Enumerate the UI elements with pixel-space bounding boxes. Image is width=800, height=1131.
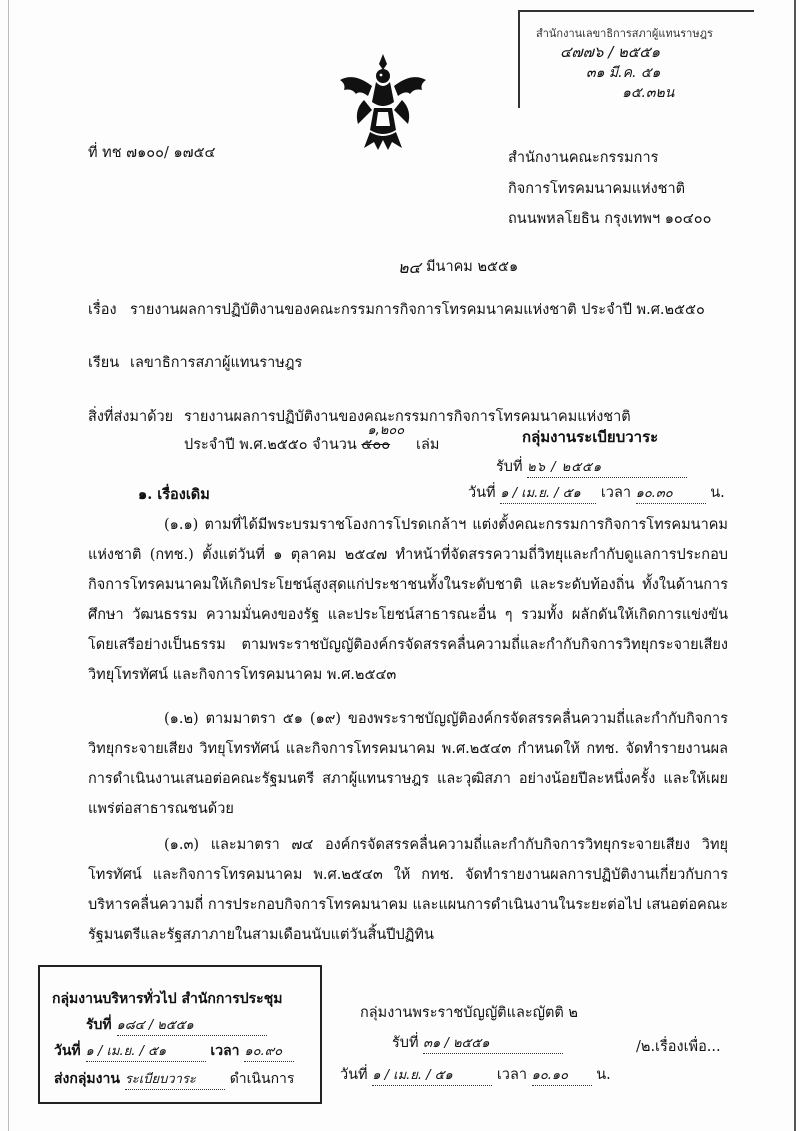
garuda-emblem-icon [334,50,432,154]
registry-stamp-date-time [468,484,725,504]
admin-stamp-received [86,1016,267,1036]
legislation-received-value: ๓๑ / ๒๕๕๑ [423,1035,563,1054]
legislation-time-suffix: น. [596,1067,611,1083]
scan-edge-right [794,0,796,1131]
attachment-line2 [184,423,440,454]
paragraph-1-3-text: (๑.๓) และมาตรา ๗๔ องค์กรจัดสรรคลื่นความถี่และกำกับกิจการวิทยุกระจายเสียง วิทยุโทรทัศน์ และกิจการโทรคมนาคม พ.ศ.๒๕๔๓ ให้ กทช. จัดทำรายงานผลการปฏิบัติงานเกี่ยวกับการบริหารคลื่นความถี่ การประกอบกิจการโทรคมนาคม และแผนการดำเนินงานในระยะต่อไป เสนอต่อคณะรัฐมนตรีและรัฐสภาภายในสามเดือนนับแต่วันสิ้นปีปฏิทิน [88,837,728,943]
stamp-top-number: ๔๗๗๖ / ๒๕๕๑ [560,43,661,61]
attachment-line2-prefix: ประจำปี พ.ศ.๒๕๕๐ จำนวน [184,437,357,453]
attachment-line1: รายงานผลการปฏิบัติงานของคณะกรรมการกิจการโทรคมนาคมแห่งชาติ [184,409,631,425]
sender-address: ถนนพหลโยธิน กรุงเทพฯ ๑๐๔๐๐ [508,211,712,227]
paragraph-1-1-text: (๑.๑) ตามที่ได้มีพระบรมราชโองการโปรดเกล้าฯ แต่งตั้งคณะกรรมการกิจการโทรคมนาคมแห่งชาติ (กทช.) ตั้งแต่วันที่ ๑ ตุลาคม ๒๕๔๗ ทำหน้าที่จัดสรรความถี่วิทยุและกำกับดูแลการประกอบกิจการโทรคมนาคมให้เกิดประโยชน์สูงสุดแก่ประชาชนทั้งในระดับชาติ และระดับท้องถิ่น ทั้งในด้านการศึกษา วัฒนธรรม ความมั่นคงของรัฐ และประโยชน์สาธารณะอื่น ๆ รวมทั้ง ผลักดันให้เกิดการแข่งขันโดยเสรีอย่างเป็นธรรม ตามพระราชบัญญัติองค์กรจัดสรรคลื่นความถี่และกำกับกิจการวิทยุกระจายเสียง วิทยุโทรทัศน์ และกิจการโทรคมนาคม พ.ศ.๒๕๔๓ [88,517,728,683]
attachment-label: สิ่งที่ส่งมาด้วย [88,409,174,425]
legislation-stamp-title: กลุ่มงานพระราชบัญญัติและญัตติ ๒ [360,1005,578,1021]
section-heading: ๑. เรื่องเดิม [138,486,210,503]
registry-stamp-received [496,458,687,478]
subject-text: รายงานผลการปฏิบัติงานของคณะกรรมการกิจการโทรคมนาคมแห่งชาติ ประจำปี พ.ศ.๒๕๕๐ [130,302,705,318]
admin-received-value: ๑๘๔ / ๒๕๕๑ [117,1017,267,1036]
scan-edge-left [8,0,9,1131]
admin-send-value: ระเบียบวาระ [125,1071,225,1090]
registry-time-value: ๑๐.๓๐ [636,485,706,504]
legislation-time-label: เวลา [496,1067,527,1083]
admin-received-label: รับที่ [86,1017,112,1033]
admin-send-suffix: ดำเนินการ [229,1071,295,1087]
admin-date-label: วันที่ [54,1043,81,1059]
paragraph-1-3 [88,830,728,950]
registry-date-label: วันที่ [468,485,496,501]
legislation-stamp-note: /๒.เรื่องเพื่อ... [636,1039,721,1055]
legislation-date-value: ๑ / เม.ย. / ๕๑ [372,1067,492,1086]
stamp-top-office: สำนักงานเลขาธิการสภาผู้แทนราษฎร [536,27,713,40]
admin-time-label: เวลา [210,1043,240,1059]
legislation-stamp-received [392,1034,563,1054]
legislation-time-value: ๑๐.๑๐ [532,1067,592,1086]
stamp-top-time: ๑๕.๓๒น [622,85,675,101]
admin-stamp-send [54,1070,294,1090]
legislation-date-label: วันที่ [340,1067,368,1083]
legislation-stamp-date-time [340,1066,611,1086]
sender-office-line2: กิจการโทรคมนาคมแห่งชาติ [508,181,686,197]
attachment-quantity-handwritten: ๑,๒๐๐ [367,423,405,438]
attachment-line2-suffix: เล่ม [416,437,440,453]
registry-time-label: เวลา [600,485,631,501]
recipient-text: เลขาธิการสภาผู้แทนราษฎร [130,355,303,371]
admin-send-label: ส่งกลุ่มงาน [54,1071,120,1087]
registry-received-value: ๒๖ / ๒๕๕๑ [527,459,687,478]
admin-stamp-date-time [54,1042,294,1062]
stamp-top-date: ๓๑ มี.ค. ๕๑ [586,65,661,81]
registry-date-value: ๑ / เม.ย. / ๕๑ [500,485,596,504]
admin-time-value: ๑๐.๙๐ [244,1043,294,1062]
sender-office-line1: สำนักงานคณะกรรมการ [508,150,659,166]
letter-date: มีนาคม ๒๕๕๑ [426,259,519,275]
registry-time-suffix: น. [710,485,725,501]
letter-date-day: ๒๔ [398,258,421,277]
reference-number: ที่ ทช ๗๑๐๐/ ๑๗๕๔ [88,145,216,161]
recipient-label: เรียน [88,355,120,371]
attachment-quantity [361,423,411,454]
registry-stamp-title: กลุ่มงานระเบียบวาระ [522,428,659,446]
subject-label: เรื่อง [88,302,117,318]
paragraph-1-2-text: (๑.๒) ตามมาตรา ๕๑ (๑๙) ของพระราชบัญญัติองค์กรจัดสรรคลื่นความถี่และกำกับกิจการวิทยุกระจายเสียง วิทยุโทรทัศน์ และกิจการโทรคมนาคม พ.ศ.๒๕๔๓ กำหนดให้ กทช. จัดทำรายงานผลการดำเนินงานเสนอต่อคณะรัฐมนตรี สภาผู้แทนราษฎร และวุฒิสภา อย่างน้อยปีละหนึ่งครั้ง และให้เผยแพร่ต่อสาธารณชนด้วย [88,711,728,817]
paragraph-1-1 [88,510,728,690]
admin-stamp-title: กลุ่มงานบริหารทั่วไป สำนักการประชุม [52,991,283,1007]
legislation-received-label: รับที่ [392,1035,419,1051]
registry-received-label: รับที่ [496,459,523,475]
admin-date-value: ๑ / เม.ย. / ๕๑ [86,1043,206,1062]
attachment-quantity-struck: ๕๐๐ [361,437,391,453]
paragraph-1-2 [88,704,728,824]
